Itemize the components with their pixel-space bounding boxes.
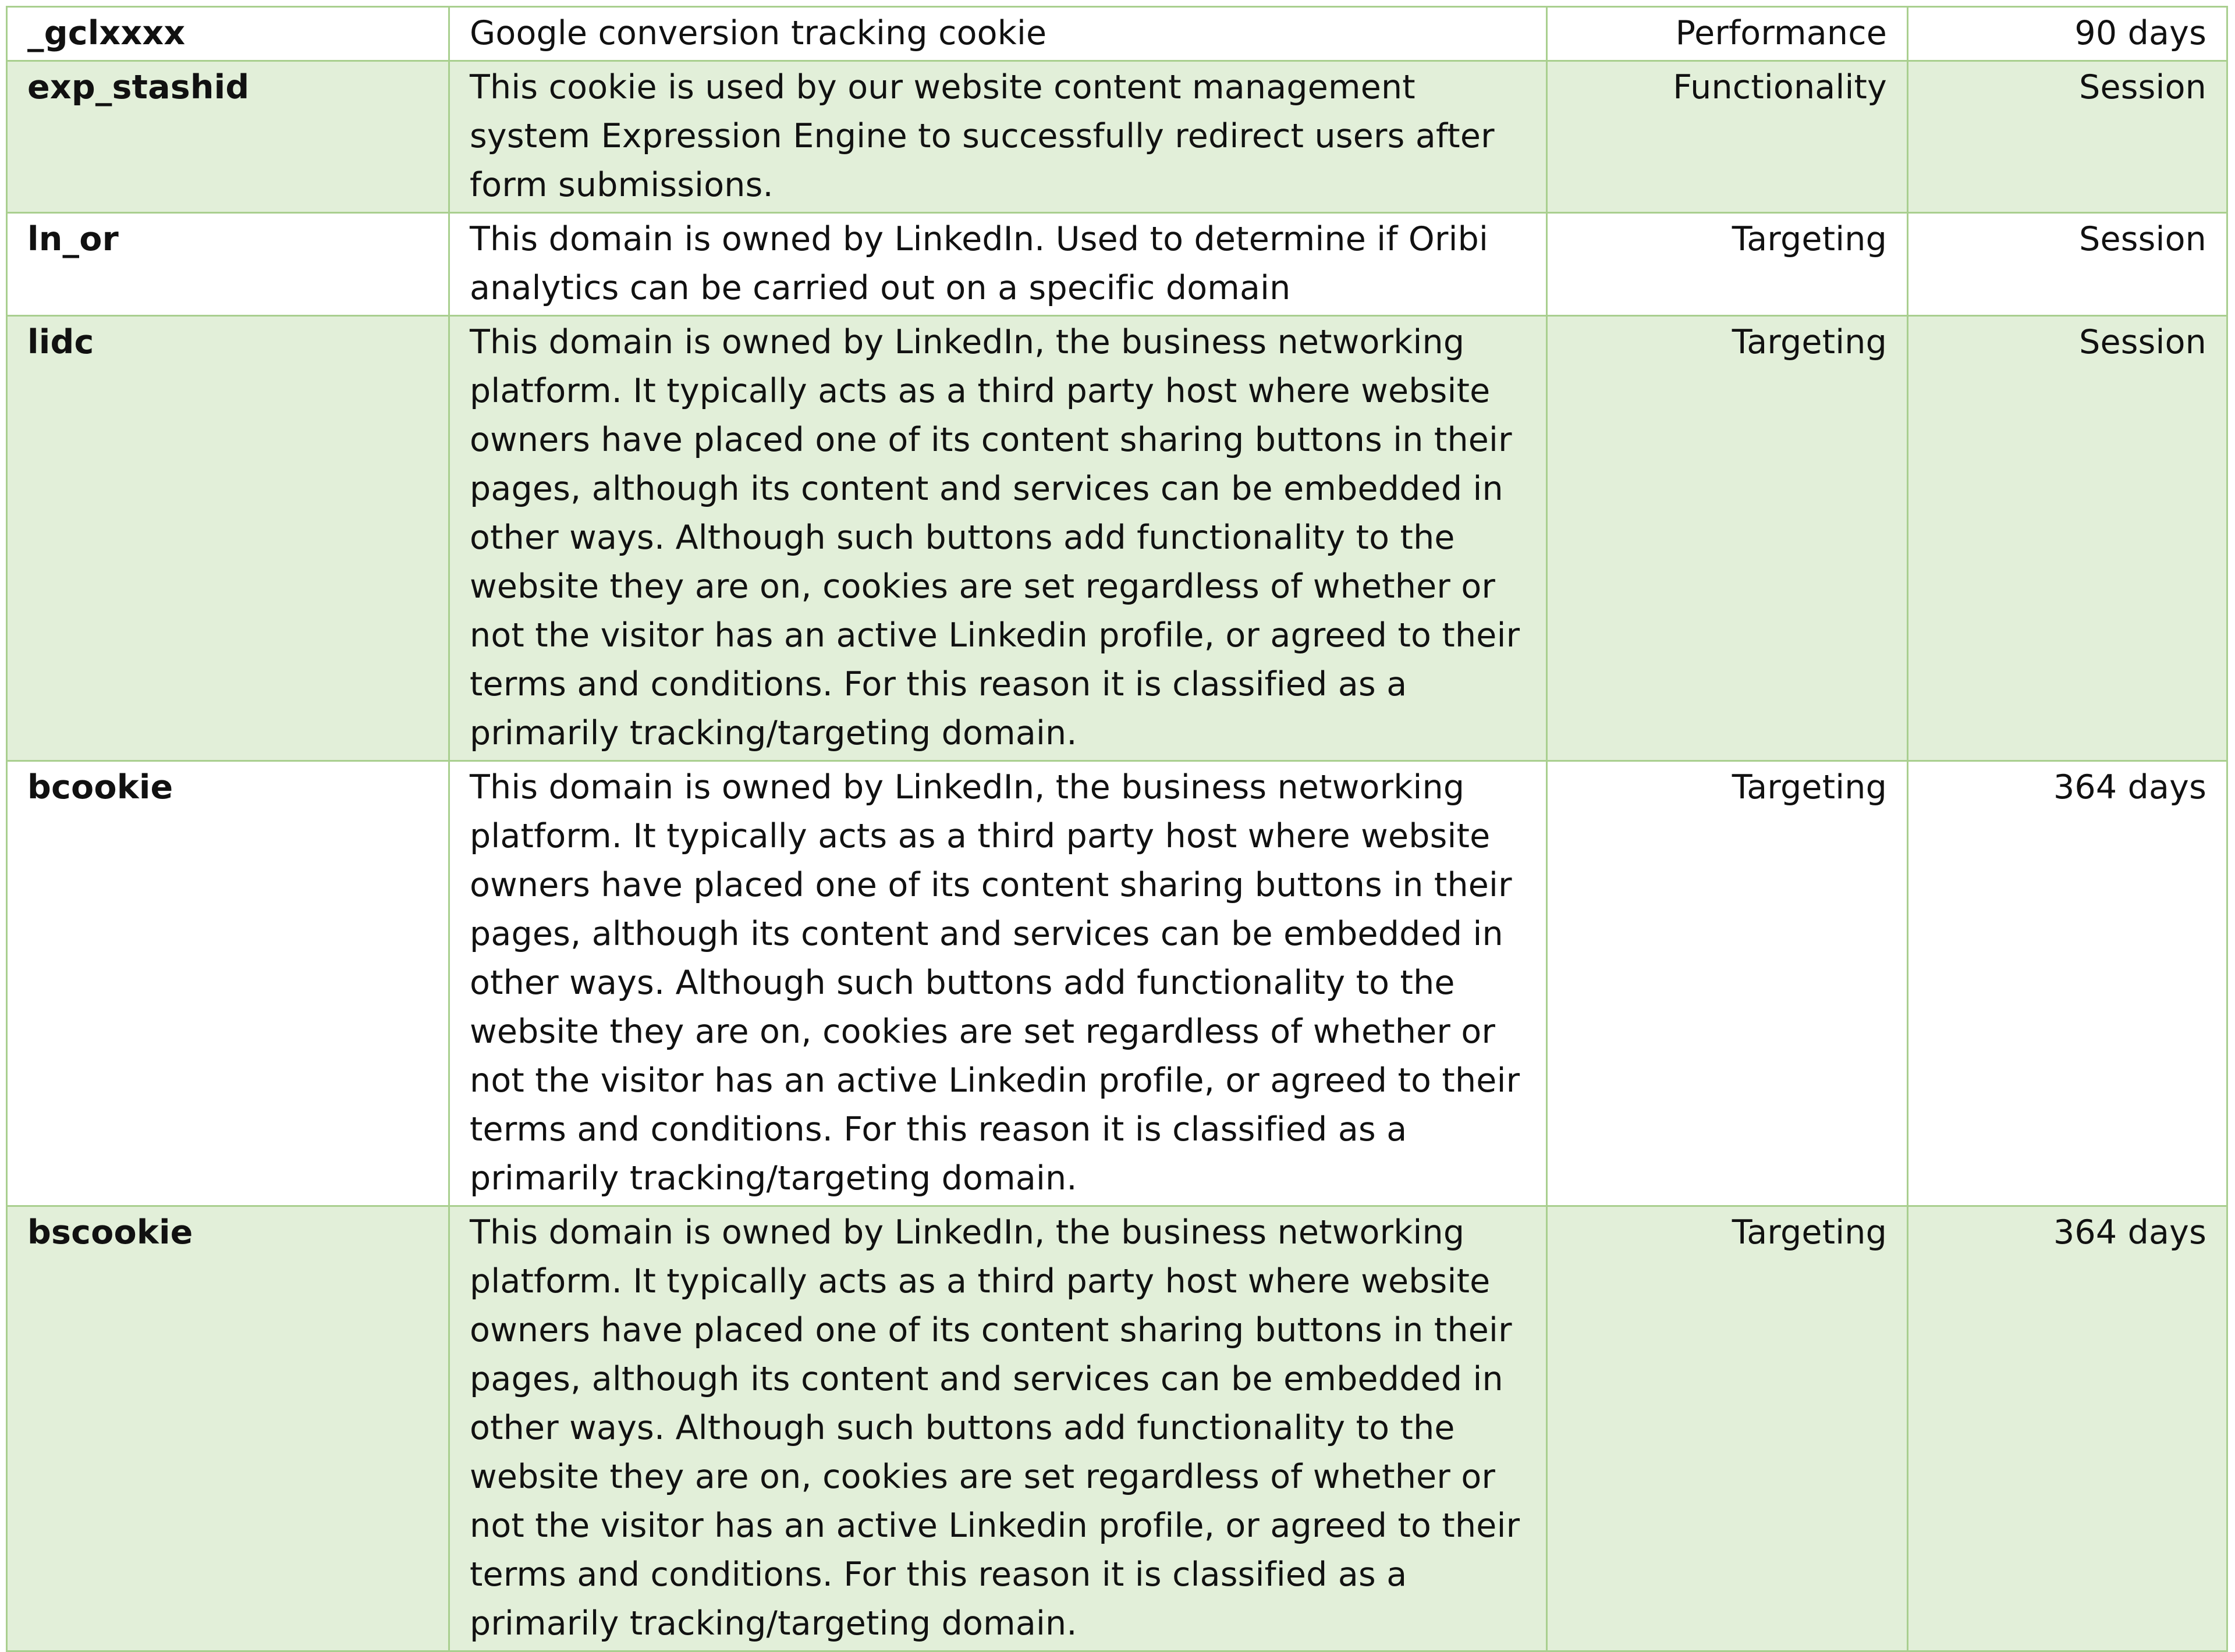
cookie-table-container <box>6 6 2226 1652</box>
cookie-description: This cookie is used by our website content management system Expression Engine to successfully redirect users after form submissions. <box>449 61 1547 213</box>
cookie-name: _gclxxxx <box>7 7 449 61</box>
cookie-name: exp_stashid <box>7 61 449 213</box>
cookie-name: lidc <box>7 316 449 761</box>
table-row <box>7 761 2227 1206</box>
cookie-duration: Session <box>1908 61 2227 213</box>
cookie-name: bcookie <box>7 761 449 1206</box>
cookie-table <box>6 6 2228 1652</box>
cookie-description: Google conversion tracking cookie <box>449 7 1547 61</box>
cookie-name: bscookie <box>7 1206 449 1651</box>
cookie-duration: Session <box>1908 213 2227 316</box>
table-row <box>7 213 2227 316</box>
cookie-description: This domain is owned by LinkedIn, the business networking platform. It typically acts as a third party host where website owners have placed one of its content sharing buttons in their pages, although its content and services can be embedded in other ways. Although such buttons add functionality to the website they are on, cookies are set regardless of whether or not the visitor has an active Linkedin profile, or agreed to their terms and conditions. For this reason it is classified as a primarily tracking/targeting domain. <box>449 1206 1547 1651</box>
cookie-duration: 90 days <box>1908 7 2227 61</box>
cookie-duration: 364 days <box>1908 761 2227 1206</box>
table-row <box>7 7 2227 61</box>
table-row <box>7 1206 2227 1651</box>
cookie-category: Targeting <box>1547 1206 1908 1651</box>
cookie-description: This domain is owned by LinkedIn. Used to determine if Oribi analytics can be carried out on a specific domain <box>449 213 1547 316</box>
table-row <box>7 61 2227 213</box>
cookie-name: ln_or <box>7 213 449 316</box>
cookie-description: This domain is owned by LinkedIn, the business networking platform. It typically acts as a third party host where website owners have placed one of its content sharing buttons in their pages, although its content and services can be embedded in other ways. Although such buttons add functionality to the website they are on, cookies are set regardless of whether or not the visitor has an active Linkedin profile, or agreed to their terms and conditions. For this reason it is classified as a primarily tracking/targeting domain. <box>449 316 1547 761</box>
cookie-description: This domain is owned by LinkedIn, the business networking platform. It typically acts as a third party host where website owners have placed one of its content sharing buttons in their pages, although its content and services can be embedded in other ways. Although such buttons add functionality to the website they are on, cookies are set regardless of whether or not the visitor has an active Linkedin profile, or agreed to their terms and conditions. For this reason it is classified as a primarily tracking/targeting domain. <box>449 761 1547 1206</box>
cookie-category: Functionality <box>1547 61 1908 213</box>
cookie-category: Performance <box>1547 7 1908 61</box>
cookie-category: Targeting <box>1547 316 1908 761</box>
cookie-category: Targeting <box>1547 213 1908 316</box>
cookie-duration: Session <box>1908 316 2227 761</box>
table-row <box>7 316 2227 761</box>
cookie-category: Targeting <box>1547 761 1908 1206</box>
cookie-duration: 364 days <box>1908 1206 2227 1651</box>
